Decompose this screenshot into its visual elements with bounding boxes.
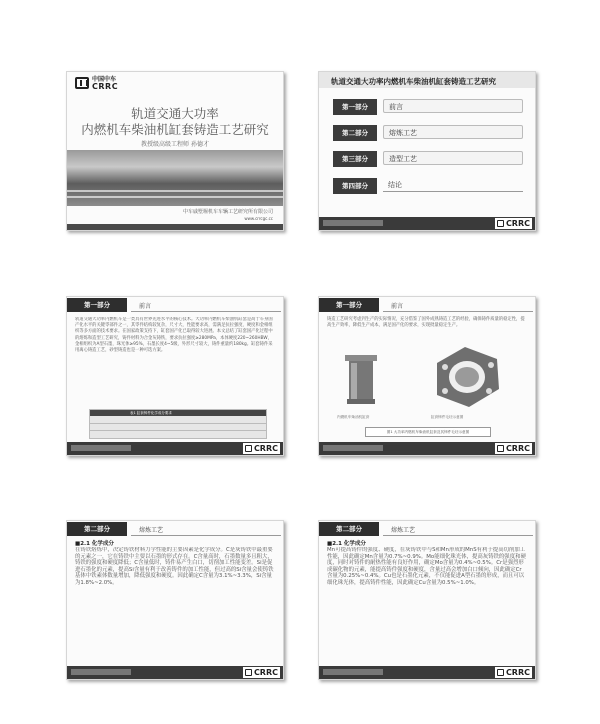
crrc-emblem-icon (75, 77, 89, 89)
title-line-2: 内燃机车柴油机缸套铸造工艺研究 (81, 122, 269, 137)
section-subtitle: 熔炼工艺 (139, 527, 164, 534)
crrc-text: CRRC (253, 444, 278, 453)
section-tag: 第一部分 (319, 298, 379, 312)
section-subtitle: 前言 (139, 303, 152, 310)
agenda-label: 第四部分 (333, 178, 377, 194)
subsection-heading: ■2.1 化学成分 (327, 541, 366, 547)
crrc-footer-logo (495, 443, 532, 454)
crrc-footer-logo (243, 667, 280, 678)
subsection-heading: ■2.1 化学成分 (75, 541, 114, 547)
slide-1-title (66, 71, 284, 231)
section-header (319, 521, 535, 537)
body-text: 铸造工艺研究考虑到生产的实际情况，充分借鉴了国外成熟铸造工艺的经验，确保铸件质量的稳定性，提高生产效率，降低生产成本，满足国产化的要求，实现批量稳定生产。 (327, 317, 525, 329)
crrc-footer-logo (495, 667, 532, 678)
agenda-label: 第一部分 (333, 99, 377, 115)
crrc-text: CRRC (505, 444, 530, 453)
agenda-item-1 (333, 99, 523, 115)
table-caption: 表1 缸套铸件化学成分要求 (130, 411, 172, 415)
section-tag: 第二部分 (319, 522, 379, 536)
section-subtitle: 熔炼工艺 (391, 527, 416, 534)
crrc-text: CRRC (253, 668, 278, 677)
author: 教授级高级工程师 孙德才 (141, 141, 209, 148)
slide-6-melting (318, 520, 536, 680)
logo-en: CRRC (92, 82, 119, 91)
crrc-text: CRRC (505, 668, 530, 677)
section-header (67, 297, 283, 313)
agenda-item-2 (333, 125, 523, 141)
crrc-mark-icon (497, 669, 504, 676)
section-header (319, 297, 535, 313)
agenda-header (319, 72, 535, 88)
slide-4-intro-figures (318, 296, 536, 456)
section-subtitle: 前言 (391, 303, 404, 310)
org-name: 中车戚墅堰机车车辆工艺研究所有限公司 (182, 209, 273, 215)
section-tag: 第二部分 (67, 522, 127, 536)
org-web: www.crrcgc.cc (244, 216, 273, 221)
bottom-bar (67, 224, 283, 230)
title-line-1: 轨道交通大功率 (131, 106, 219, 121)
section-header (67, 521, 283, 537)
cylinder-liner-photo (339, 349, 383, 407)
agenda-value: 结论 (383, 178, 523, 192)
train-banner-image (67, 150, 283, 206)
body-text: 轨道交通大功率内燃机车是一类具有世界先进水平的核心技术。大功率内燃机车柴油机缸套是高于车身国产化水平的关键零部件之一，其零件结构较复杂，尺寸大，性能要求高，需满足抗拉强度、硬度和金相组织等多方面的技术要求。在国家政策支持下，缸套国产化已取得较大进展。本文总结了缸套国产化过程中的熔炼和造型工艺研究，铸件材料为合金灰铸铁，要求抗拉强度≥280MPa，本体硬度220~260HBW，金相组织为A型石墨，珠光体≥95%，石墨长度4~5级，外形尺寸较大，铸件重量约180kg。缸套铸件采用离心铸造工艺，砂型铸造也是一种可选方案。 (75, 317, 273, 354)
agenda-label: 第三部分 (333, 151, 377, 167)
composition-table (89, 409, 267, 439)
agenda-value: 熔炼工艺 (383, 125, 523, 139)
crrc-mark-icon (245, 445, 252, 452)
crrc-mark-icon (497, 445, 504, 452)
figure-caption-1: 内燃机车柴油机缸套 (337, 415, 370, 419)
crrc-footer-logo (495, 218, 532, 229)
agenda-item-3 (333, 151, 523, 167)
body-text: Mn可提高铸件的强度、硬度，在灰铸铁中与S和Mn形成的MnS有利于提高切削加工性能，因此确定Mn含量为0.7%~0.9%。Mo能细化珠光体，提高灰铸铁的强度和硬度，同时对铸件的耐热性能有良好作用，确定Mo含量为0.4%~0.5%。Cr是强烈形成碳化物的元素，能提高铸件强度和硬度，含量过高会增加白口倾向，因此确定Cr含量为0.25%~0.4%。Cu也是石墨化元素，不仅能促进A型石墨的形成，而且可以细化珠光体，提高铸件性能，因此确定Cu含量为0.5%~1.0%。 (327, 547, 526, 586)
logo-cn: 中国中车 (92, 76, 117, 83)
body-text: 在铸铁熔炼中，决定铸铁材料力学性能的主要因素是化学成分。C是灰铸铁中最重要的元素之一，它在铸铁中主要以石墨的形式存在。C含量高时，石墨数量多且粗大，铸铁的强度和硬度降低；C含量低时，铸件易产生白口，切削加工性能变差。Si是促进石墨化的元素，提高Si含量有利于改善铸件的加工性能，但过高的Si含量会使铸铁基体中铁素体数量增加，降低强度和硬度。因此确定C含量为3.1%~3.3%，Si含量为1.8%~2.0%。 (75, 547, 274, 586)
slide-5-melting (66, 520, 284, 680)
organization (183, 208, 273, 221)
crrc-text: CRRC (505, 219, 530, 228)
agenda-value: 前言 (383, 99, 523, 113)
figure-title: 图1 大功率内燃机车柴油机缸套及其铸件毛坯示意图 (365, 427, 491, 437)
agenda-item-4 (333, 178, 523, 194)
figure-caption-2: 缸套铸件毛坯示意图 (431, 415, 464, 419)
crrc-mark-icon (497, 220, 504, 227)
section-tag: 第一部分 (67, 298, 127, 312)
agenda-label: 第二部分 (333, 125, 377, 141)
agenda-value: 造型工艺 (383, 151, 523, 165)
crrc-mark-icon (245, 669, 252, 676)
presentation-title (67, 106, 283, 138)
slide-2-agenda (318, 71, 536, 231)
agenda-title: 轨道交通大功率内燃机车柴油机缸套铸造工艺研究 (331, 77, 496, 86)
slide-3-intro (66, 296, 284, 456)
crrc-footer-logo (243, 443, 280, 454)
crrc-logo (75, 76, 118, 90)
casting-blank-photo (429, 343, 503, 411)
